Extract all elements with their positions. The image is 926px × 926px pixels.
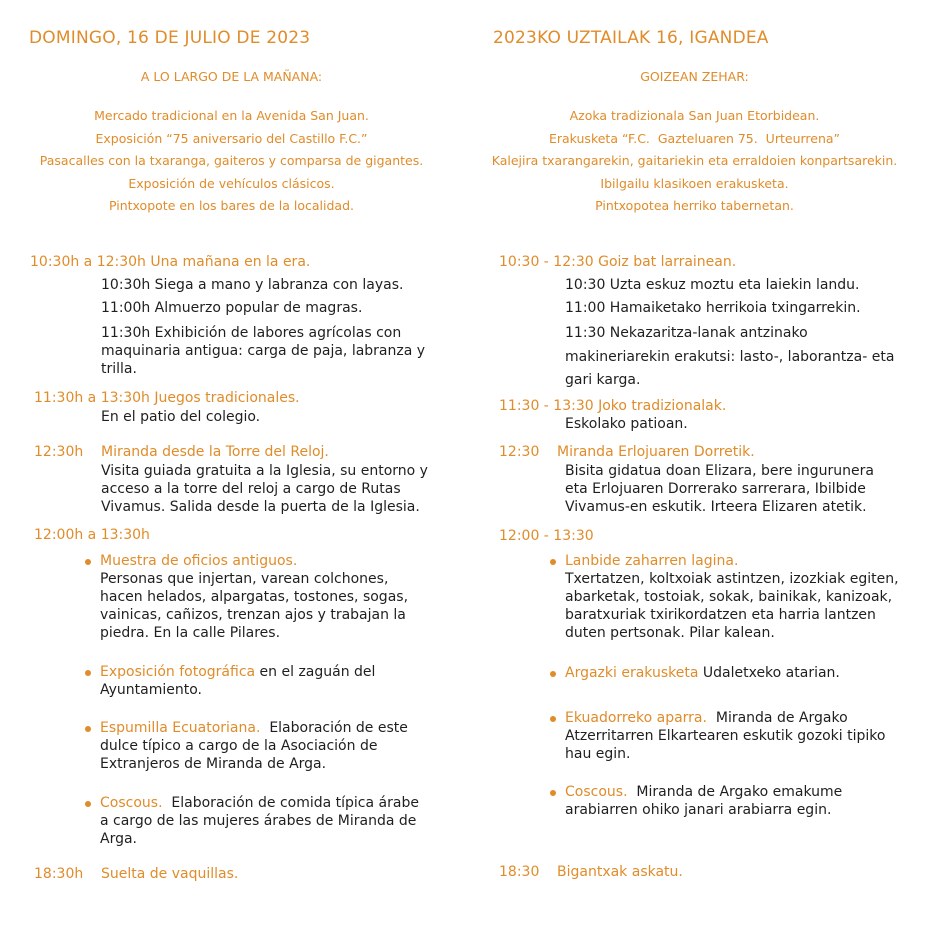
event-detail-line: 11:30h Exhibición de labores agrícolas con (101, 325, 402, 341)
bullet-text: Elaboración de comida típica árabe (162, 795, 419, 811)
event-time: 18:30h (34, 866, 84, 882)
page-title: 2023KO UZTAILAK 16, IGANDEA (493, 28, 769, 48)
event-time: 12:30h (34, 444, 84, 460)
morning-list (0, 105, 463, 218)
bullet-line: piedra. En la calle Pilares. (100, 625, 281, 641)
bullet-text: en el zaguán del (255, 664, 376, 680)
bullet-item (565, 783, 842, 819)
morning-item: Mercado tradicional en la Avenida San Juan. (94, 108, 369, 123)
event-heading: 11:30h a 13:30h Juegos tradicionales. (34, 390, 300, 406)
bullet-icon (85, 801, 91, 807)
morning-item: Ibilgailu klasikoen erakusketa. (600, 175, 789, 191)
bullet-title: Coscous. (565, 784, 628, 800)
bullet-line: dulce típico a cargo de la Asociación de (100, 738, 378, 754)
description-line: Bisita gidatua doan Elizara, bere ingurunera (565, 463, 874, 479)
morning-heading: A LO LARGO DE LA MAÑANA: (140, 69, 323, 84)
event-detail-line: trilla. (101, 361, 137, 377)
event-heading: 10:30h a 12:30h Una mañana en la era. (30, 254, 311, 270)
bullet-item (100, 794, 419, 848)
event-detail (101, 324, 425, 378)
event-time: 12:00h a 13:30h (34, 527, 150, 543)
bullet-line: Arga. (100, 831, 138, 847)
bullet-icon (85, 726, 91, 732)
morning-item: Exposición “75 aniversario del Castillo F.C.” (95, 130, 368, 146)
bullet-item (100, 719, 408, 773)
bullet-item (565, 552, 899, 642)
bullet-title: Ekuadorreko aparra. (565, 710, 707, 726)
bullet-title: Espumilla Ecuatoriana. (100, 720, 261, 736)
event-time: 12:30 (499, 444, 540, 460)
bullet-line: arabiarren ohiko janari arabiarra egin. (565, 802, 832, 818)
event-detail-line: makineriarekin erakutsi: lasto-, laborantza- eta (565, 348, 895, 365)
bullet-title: Argazki erakusketa (565, 665, 699, 681)
bullet-line: Extranjeros de Miranda de Arga. (100, 756, 327, 772)
morning-item: Erakusketa “F.C. Gazteluaren 75. Urteurrena” (548, 130, 841, 146)
bullet-line: Ayuntamiento. (100, 682, 202, 698)
bullet-icon (550, 559, 556, 565)
event-heading: 10:30 - 12:30 Goiz bat larrainean. (499, 254, 737, 270)
bullet-icon (85, 670, 91, 676)
bullet-title: Coscous. (100, 795, 163, 811)
event-time: 18:30 (499, 864, 540, 880)
bullet-line: a cargo de las mujeres árabes de Miranda de (100, 813, 417, 829)
event-detail: Eskolako patioan. (565, 416, 688, 432)
event-detail: 10:30h Siega a mano y labranza con layas. (101, 277, 404, 293)
bullet-item (100, 663, 375, 699)
bullet-line: Txertatzen, koltxoiak astintzen, izozkiak egiten, (565, 571, 899, 587)
bullet-item (100, 552, 408, 642)
bullet-line: Atzerritarren Elkartearen eskutik gozoki tipiko (565, 728, 886, 744)
page-title: DOMINGO, 16 DE JULIO DE 2023 (29, 28, 311, 48)
event-description (101, 462, 428, 516)
morning-item: Kalejira txarangarekin, gaitariekin eta erraldoien konpartsarekin. (491, 153, 898, 168)
morning-item: Exposición de vehículos clásicos. (128, 175, 335, 191)
morning-item: Azoka tradizionala San Juan Etorbidean. (569, 108, 820, 123)
bullet-icon (550, 716, 556, 722)
event-detail-line: 11:30 Nekazaritza-lanak antzinako (565, 325, 808, 341)
event-detail: 10:30 Uzta eskuz moztu eta laiekin landu. (565, 277, 860, 293)
bullet-title: Muestra de oficios antiguos. (100, 553, 298, 569)
event-detail: 11:00 Hamaiketako herrikoia txingarrekin. (565, 300, 861, 316)
event-title: Suelta de vaquillas. (101, 866, 239, 882)
bullet-line: hau egin. (565, 746, 631, 762)
event-description (565, 462, 874, 516)
bullet-icon (85, 559, 91, 565)
description-line: Vivamus. Salida desde la puerta de la Iglesia. (101, 499, 420, 515)
bullet-line: duten pertsonak. Pilar kalean. (565, 625, 775, 641)
bullet-text: Miranda de Argako emakume (627, 784, 843, 800)
bullet-line: abarketak, tostoiak, sokak, bainikak, kanizoak, (565, 589, 893, 605)
description-line: Vivamus-en eskutik. Irteera Elizaren atetik. (565, 499, 867, 515)
bullet-item (565, 664, 840, 682)
event-detail-line: maquinaria antigua: carga de paja, labranza y (101, 343, 426, 359)
event-time: 12:00 - 13:30 (499, 528, 594, 544)
bullet-line: baratxuriak txirikordatzen eta harria lantzen (565, 607, 876, 623)
event-detail: 11:00h Almuerzo popular de magras. (101, 300, 363, 316)
bullet-text: Miranda de Argako (706, 710, 848, 726)
event-detail (565, 322, 894, 393)
morning-heading: GOIZEAN ZEHAR: (640, 69, 749, 84)
bullet-icon (550, 790, 556, 796)
event-title: Miranda desde la Torre del Reloj. (101, 444, 329, 460)
bullet-line: vainicas, cañizos, trenzan ajos y trabajan la (100, 607, 406, 623)
bullet-line: Personas que injertan, varean colchones, (100, 571, 389, 587)
bullet-line: hacen helados, alpargatas, tostones, sogas, (100, 589, 409, 605)
event-detail: En el patio del colegio. (101, 409, 261, 425)
event-detail-line: gari karga. (565, 372, 641, 388)
description-line: acceso a la torre del reloj a cargo de Rutas (101, 481, 401, 497)
description-line: Visita guiada gratuita a la Iglesia, su entorno y (101, 463, 428, 479)
morning-list (463, 105, 926, 218)
morning-item: Pasacalles con la txaranga, gaiteros y comparsa de gigantes. (39, 153, 424, 168)
basque-column (463, 0, 926, 926)
bullet-item (565, 709, 885, 763)
bullet-title: Lanbide zaharren lagina. (565, 553, 739, 569)
bullet-title: Exposición fotográfica (100, 664, 256, 680)
event-title: Bigantxak askatu. (557, 864, 683, 880)
event-title: Miranda Erlojuaren Dorretik. (557, 444, 755, 460)
description-line: eta Erlojuaren Dorrerako sarrerara, Ibilbide (565, 481, 866, 497)
bullet-text: Udaletxeko atarian. (698, 665, 840, 681)
morning-item: Pintxopote en los bares de la localidad. (108, 198, 354, 213)
event-heading: 11:30 - 13:30 Joko tradizionalak. (499, 398, 727, 414)
bullet-text: Elaboración de este (260, 720, 408, 736)
morning-item: Pintxopotea herriko tabernetan. (595, 198, 794, 213)
bullet-icon (550, 671, 556, 677)
